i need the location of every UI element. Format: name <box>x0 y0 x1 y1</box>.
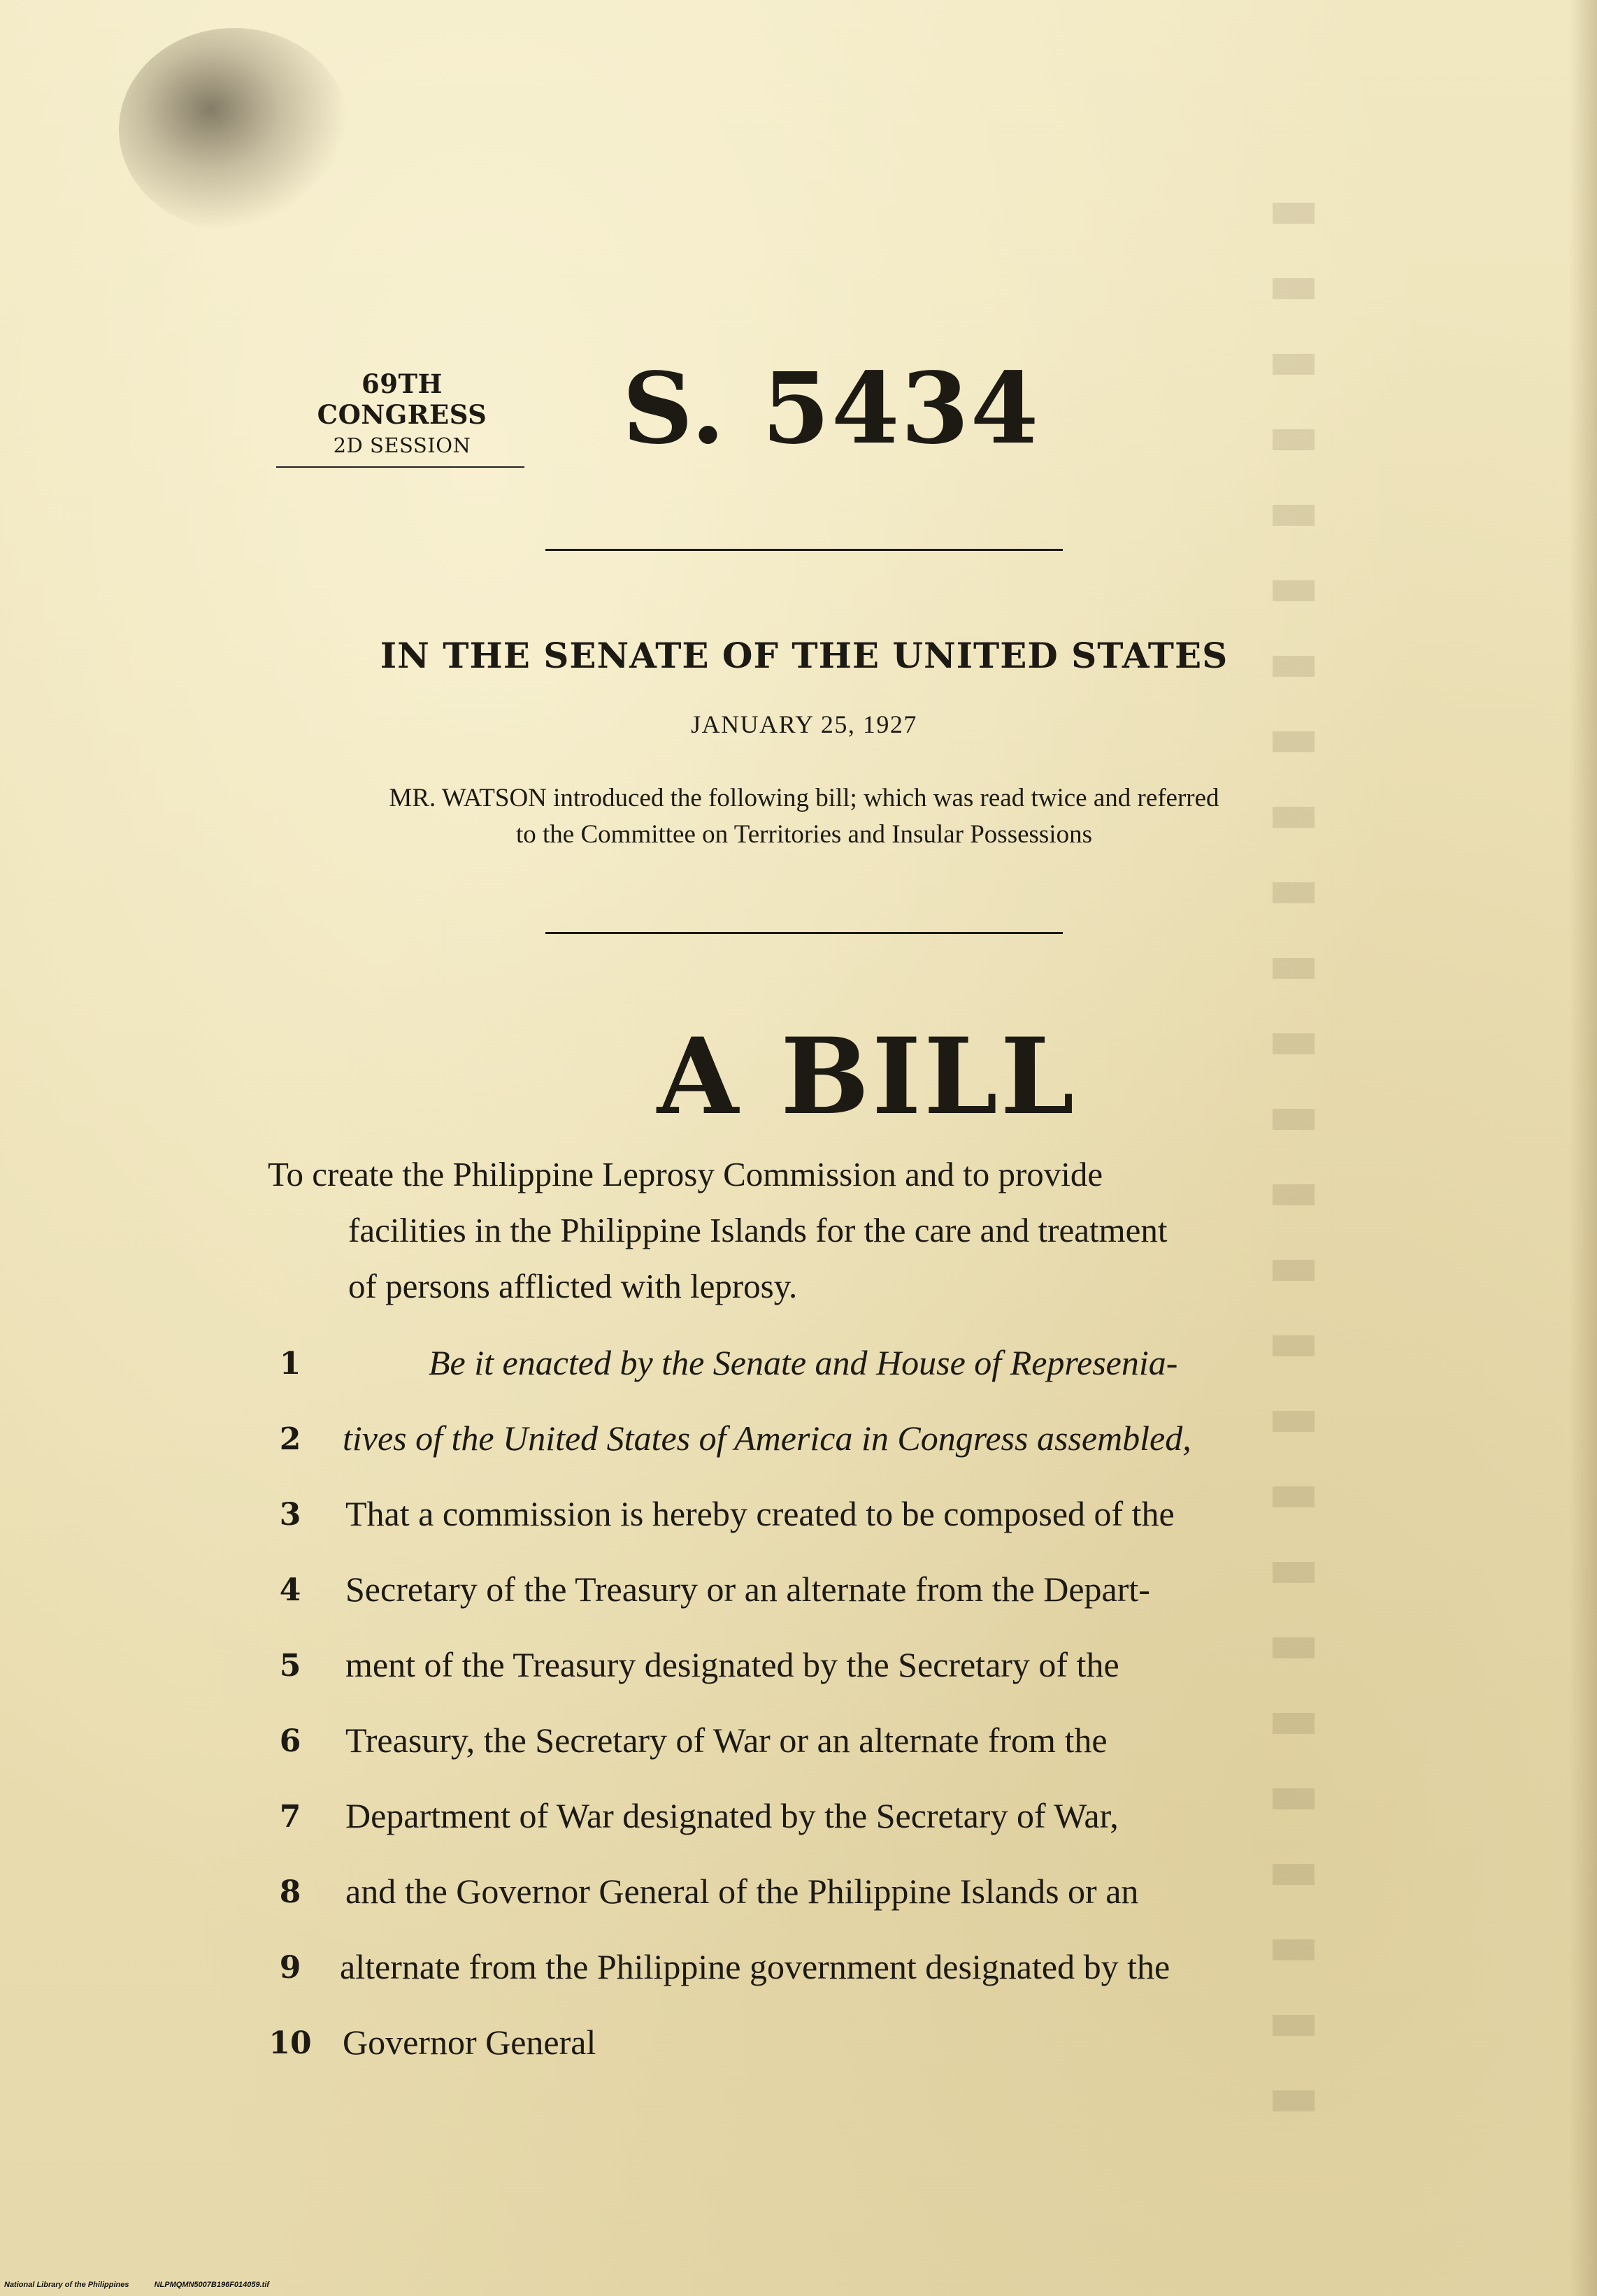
bill-line: and the Governor General of the Philippine Islands or an <box>345 1872 1139 1911</box>
line-number: 1 <box>279 1346 301 1382</box>
line-number: 4 <box>279 1572 301 1608</box>
chamber-heading: IN THE SENATE OF THE UNITED STATES <box>380 635 1229 676</box>
line-number: 5 <box>279 1648 301 1684</box>
line-number: 3 <box>279 1497 301 1533</box>
bill-line: ment of the Treasury designated by the Secretary of the <box>345 1645 1119 1684</box>
page-edge-shadow <box>1569 0 1597 2296</box>
congress-label: 69TH CONGRESS <box>317 368 487 430</box>
bill-title <box>268 1147 1345 1314</box>
bill-line: Be it enacted by the Senate and House of Represenia- <box>429 1343 1178 1382</box>
line-number: 9 <box>279 1950 301 1986</box>
bill-line: tives of the United States of America in Congress assembled, <box>343 1419 1191 1458</box>
session-label: 2D SESSION <box>333 433 471 457</box>
bill-title-line-3: of persons afflicted with leprosy. <box>348 1267 798 1305</box>
introduction-date: JANUARY 25, 1927 <box>691 710 917 738</box>
line-number: 2 <box>279 1421 301 1457</box>
introduction-line-1: MR. WATSON introduced the following bill; which was read twice and referred <box>389 784 1219 812</box>
bill-title-line-1: To create the Philippine Leprosy Commission and to provide <box>268 1155 1103 1193</box>
scan-source: National Library of the Philippines <box>4 2281 129 2289</box>
bill-number: S. 5434 <box>622 352 1040 466</box>
congress-session-block <box>276 368 528 468</box>
bill-line: Department of War designated by the Secretary of War, <box>345 1796 1119 1835</box>
congress-underline <box>276 466 524 468</box>
scan-file: NLPMQMN5007B196F014059.tif <box>154 2281 270 2289</box>
bill-heading: A BILL <box>657 1015 1077 1138</box>
bill-line: Secretary of the Treasury or an alternate from the Depart- <box>345 1570 1150 1609</box>
bill-line: Treasury, the Secretary of War or an alternate from the <box>345 1721 1108 1760</box>
line-number: 8 <box>279 1874 301 1910</box>
introduction-line-2: to the Committee on Territories and Insular Possessions <box>516 820 1092 849</box>
line-number: 7 <box>279 1799 301 1835</box>
bill-title-line-2: facilities in the Philippine Islands for the care and treatment <box>348 1211 1168 1249</box>
line-number: 10 <box>268 2025 312 2061</box>
bill-line: Governor General <box>343 2023 596 2062</box>
bill-line: That a commission is hereby created to be composed of the <box>345 1494 1175 1533</box>
introduction-text <box>252 780 1356 853</box>
scan-caption <box>4 2281 269 2289</box>
line-number: 6 <box>279 1723 301 1759</box>
divider-middle <box>545 932 1063 934</box>
ink-stain <box>119 28 350 231</box>
bill-line: alternate from the Philippine government designated by the <box>340 1947 1170 1986</box>
divider-top <box>545 549 1063 551</box>
